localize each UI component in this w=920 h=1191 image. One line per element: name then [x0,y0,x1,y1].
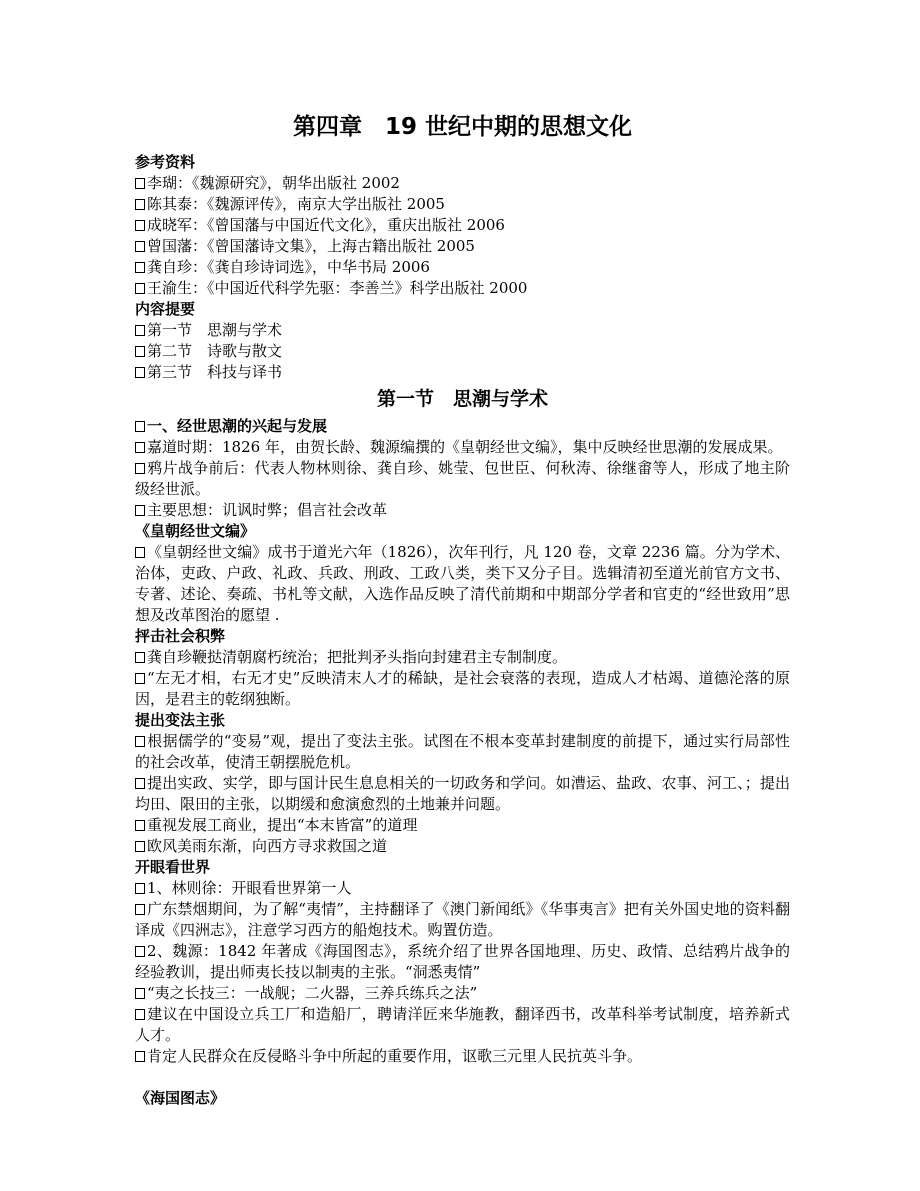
list-item-text: 一、经世思潮的兴起与发展 [147,417,328,435]
list-item [135,1046,790,1067]
checkbox-bullet-icon [135,241,145,252]
list-item-text: 广东禁烟期间，为了解“夷情”，主持翻译了《澳门新闻纸》《华事夷言》把有关外国史地的资料翻译成《四洲志》，注意学习西方的船炮技术。购置仿造。 [135,900,790,939]
list-item-text: 1、林则徐：开眼看世界第一人 [147,879,352,897]
heading-text: 《海国图志》 [135,1089,226,1107]
list-item [135,458,790,500]
checkbox-bullet-icon [135,988,145,999]
checkbox-bullet-icon [135,883,145,894]
list-item [135,362,790,383]
heading-text: 抨击社会积弊 [135,627,226,645]
heading [135,710,790,731]
checkbox-bullet-icon [135,178,145,189]
checkbox-bullet-icon [135,262,145,273]
list-item-text: 曾国藩：《曾国藩诗文集》，上海古籍出版社 2005 [147,237,475,255]
list-item-text: 陈其泰：《魏源评传》，南京大学出版社 2005 [147,195,445,213]
checkbox-bullet-icon [135,1009,145,1020]
checkbox-bullet-icon [135,820,145,831]
list-item [135,647,790,668]
checkbox-bullet-icon [135,904,145,915]
list-item [135,194,790,215]
list-item-text: 嘉道时期：1826 年，由贺长龄、魏源编撰的《皇朝经世文编》，集中反映经世思潮的发展成果。 [147,438,783,456]
checkbox-bullet-icon [135,325,145,336]
document-title: 第四章 19 世纪中期的思想文化 [292,114,632,140]
heading-text: 参考资料 [135,153,196,171]
checkbox-bullet-icon [135,946,145,957]
list-item-text: “夷之长技三：一战舰；二火器，三养兵练兵之法” [147,984,478,1002]
list-item-text: 《皇朝经世文编》成书于道光六年（1826），次年刊行，凡 120 卷，文章 2236 篇。分为学术、治体，吏政、户政、礼政、兵政、刑政、工政八类，类下又分子目。选辑清初至道光前官方文书、专著、述论、奏疏、书札等文献，入选作品反映了清代前期和中期部分学者和官吏的“经世致用”思想及改革图治的愿望 . [135,543,790,624]
list-item [135,341,790,362]
list-item-text: 肯定人民群众在反侵略斗争中所起的重要作用，讴歌三元里人民抗英斗争。 [147,1047,643,1065]
list-item-text: 主要思想：讥讽时弊；倡言社会改革 [147,501,388,519]
list-item [135,320,790,341]
checkbox-bullet-icon [135,673,145,684]
checkbox-bullet-icon [135,199,145,210]
heading [135,626,790,647]
checkbox-bullet-icon [135,220,145,231]
checkbox-bullet-icon [135,505,145,516]
heading-text: 内容提要 [135,300,196,318]
heading [135,152,790,173]
list-item [135,836,790,857]
section-title-text: 第一节 思潮与学术 [376,388,548,410]
heading [135,521,790,542]
list-item [135,668,790,710]
list-item [135,173,790,194]
checkbox-bullet-icon [135,841,145,852]
list-item-text: 第三节 科技与译书 [147,363,283,381]
list-item [135,278,790,299]
checkbox-bullet-icon [135,442,145,453]
checkbox-bullet-icon [135,736,145,747]
list-item [135,731,790,773]
list-item-text: 建议在中国设立兵工厂和造船厂，聘请洋匠来华施教，翻译西书，改革科举考试制度，培养新式人才。 [135,1005,790,1044]
checkbox-bullet-icon [135,1051,145,1062]
checkbox-bullet-icon [135,346,145,357]
heading-text: 提出变法主张 [135,711,226,729]
heading [135,299,790,320]
document-content [135,152,790,1109]
list-item-text: 第二节 诗歌与散文 [147,342,283,360]
heading-text: 《皇朝经世文编》 [135,522,256,540]
list-item-text: 欧风美雨东渐，向西方寻求救国之道 [147,837,388,855]
checkbox-bullet-icon [135,367,145,378]
list-item [135,1004,790,1046]
list-item [135,983,790,1004]
list-item-text: 龚自珍鞭挞清朝腐朽统治；把批判矛头指向封建君主专制制度。 [147,648,568,666]
list-item-text: 鸦片战争前后：代表人物林则徐、龚自珍、姚莹、包世臣、何秋涛、徐继畬等人，形成了地主阶级经世派。 [135,459,790,498]
checkbox-bullet-icon [135,421,145,432]
list-item [135,500,790,521]
list-item [135,941,790,983]
checkbox-bullet-icon [135,652,145,663]
heading-text: 开眼看世界 [135,858,211,876]
checkbox-bullet-icon [135,283,145,294]
checkbox-bullet-icon [135,547,145,558]
list-item-text: “左无才相，右无才史”反映清末人才的稀缺，是社会衰落的表现，造成人才枯竭、道德沦落的原因，是君主的乾纲独断。 [135,669,790,708]
list-item-text: 重视发展工商业，提出“本末皆富”的道理 [147,816,418,834]
list-item [135,773,790,815]
heading [135,857,790,878]
heading [135,1088,790,1109]
section-title [135,387,790,412]
list-item-text: 成晓军：《曾国藩与中国近代文化》，重庆出版社 2006 [147,216,505,234]
list-item [135,815,790,836]
list-item [135,215,790,236]
list-item-text: 龚自珍：《龚自珍诗词选》，中华书局 2006 [147,258,430,276]
list-item-text: 根据儒学的“变易”观，提出了变法主张。试图在不根本变革封建制度的前提下，通过实行局部性的社会改革，使清王朝摆脱危机。 [135,732,790,771]
list-item-text: 王渝生：《中国近代科学先驱：李善兰》科学出版社 2000 [147,279,528,297]
list-item-text: 2、魏源：1842 年著成《海国图志》，系统介绍了世界各国地理、历史、政情、总结鸦片战争的经验教训，提出师夷长技以制夷的主张。“洞悉夷情” [135,942,790,981]
list-item [135,437,790,458]
list-item-text: 李瑚：《魏源研究》，朝华出版社 2002 [147,174,400,192]
list-item [135,878,790,899]
list-item [135,236,790,257]
list-item [135,899,790,941]
list-item [135,257,790,278]
checkbox-bullet-icon [135,463,145,474]
list-item-text: 提出实政、实学，即与国计民生息息相关的一切政务和学问。如漕运、盐政、农事、河工、；提出均田、限田的主张，以期缓和愈演愈烈的土地兼并问题。 [135,774,790,813]
list-item-text: 第一节 思潮与学术 [147,321,283,339]
list-item [135,542,790,626]
checkbox-bullet-icon [135,778,145,789]
list-item [135,416,790,437]
